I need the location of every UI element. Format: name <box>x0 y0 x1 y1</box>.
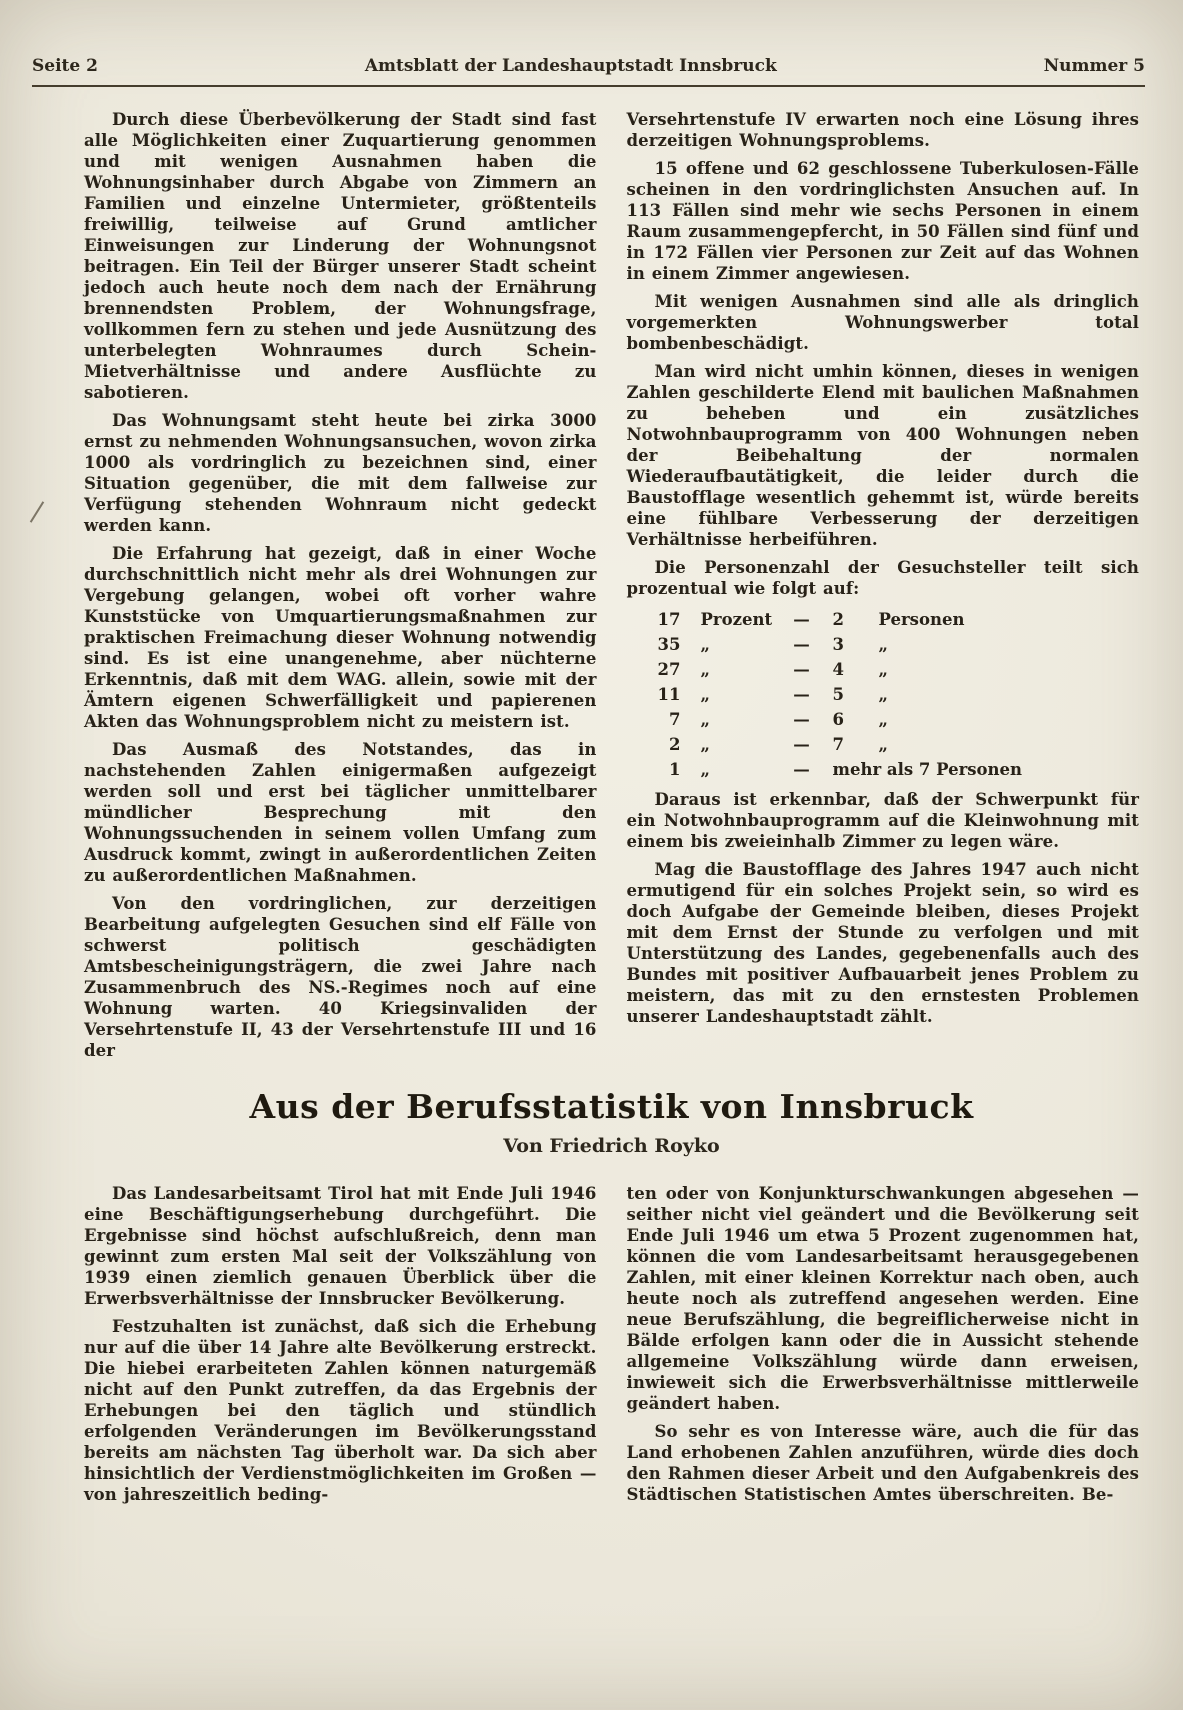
paragraph: Festzuhalten ist zunächst, daß sich die Erhebung nur auf die über 14 Jahre alte Bevölkerung erstreckt. Die hiebei erarbeiteten Zahlen können naturgemäß nicht auf den Punkt zutreffen, da das Ergebnis der Erhebungen bei den täglich und stündlich erfolgenden Veränderungen im Bevölkerungsstand bereits am nächsten Tag überholt war. Da sich aber hinsichtlich der Verdienstmöglichkeiten im Großen — von jahreszeitlich beding- <box>84 1317 597 1504</box>
percent-value: 2 <box>669 735 681 754</box>
person-count: 3 <box>832 635 844 654</box>
article-title: Aus der Berufsstatistik von Innsbruck <box>249 1087 974 1126</box>
paragraph: Mag die Baustofflage des Jahres 1947 auch nicht ermutigend für ein solches Projekt sein, so wird es doch Aufgabe der Gemeinde bleiben, dieses Projekt mit dem Ernst der Stunde zu verfolgen und mit Unterstützung des Landes, gegebenenfalls auch des Bundes mit positiver Aufbauarbeit jenes Problem zu meistern, das mit zu den ernstesten Problemen unserer Landeshauptstadt zählt. <box>626 860 1139 1026</box>
percent-value: 11 <box>657 685 681 704</box>
percent-value: 35 <box>657 635 681 654</box>
person-unit: „ <box>878 635 888 654</box>
person-count: 5 <box>832 685 844 704</box>
person-unit: „ <box>878 735 888 754</box>
page-header <box>32 56 1145 76</box>
percent-unit: „ <box>700 710 710 729</box>
paragraph-continuation: ten oder von Konjunkturschwankungen abgesehen — seither nicht viel geändert und die Bevölkerung seit Ende Juli 1946 um etwa 5 Prozent zugenommen hat, können die vom Landesarbeitsamt herausgegebenen Zahlen, mit einer kleinen Korrektur nach oben, auch heute noch als zutreffend angesehen werden. Eine neue Berufszählung, die begreiflicherweise nicht in Bälde erfolgen kann oder die in Aussicht stehende allgemeine Volkszählung würde dann erweisen, inwieweit sich die Erwerbsverhältnisse mittlerweile geändert haben. <box>626 1184 1139 1413</box>
dash: — <box>793 635 810 654</box>
article-housing-right-column <box>627 109 1140 1061</box>
percent-unit: „ <box>700 635 710 654</box>
article-statistics-left-column <box>84 1183 597 1505</box>
person-count: 2 <box>832 610 844 629</box>
issue-number-label: Nummer 5 <box>1043 56 1145 76</box>
dash: — <box>793 710 810 729</box>
person-unit: „ <box>878 710 888 729</box>
paragraph-continuation: Versehrtenstufe IV erwarten noch eine Lösung ihres derzeitigen Wohnungsproblems. <box>626 110 1139 150</box>
page-number-label: Seite 2 <box>32 56 98 76</box>
percent-value: 1 <box>669 760 681 779</box>
dash: — <box>793 760 810 779</box>
paragraph: Das Ausmaß des Notstandes, das in nachstehenden Zahlen einigermaßen aufgezeigt werden soll und erst bei täglicher unmittelbarer mündlicher Besprechung mit den Wohnungssuchenden in seinem vollen Umfang zum Ausdruck kommt, zwingt in außerordentlichen Zeiten zu außerordentlichen Maßnahmen. <box>84 740 597 885</box>
percent-unit: Prozent <box>700 610 773 629</box>
scan-artifact-mark <box>30 501 44 522</box>
person-unit: „ <box>878 685 888 704</box>
percent-unit: „ <box>700 760 710 779</box>
person-count: 4 <box>832 660 844 679</box>
percent-unit: „ <box>700 735 710 754</box>
paragraph: Man wird nicht umhin können, dieses in wenigen Zahlen geschilderte Elend mit baulichen Maßnahmen zu beheben und ein zusätzliches Notwohnbauprogramm von 400 Wohnungen neben der Beibehaltung der normalen Wiederaufbautätigkeit, die leider durch die Baustofflage wesentlich gehemmt ist, würde bereits eine fühlbare Verbesserung der derzeitigen Verhältnisse herbeiführen. <box>626 362 1139 549</box>
paragraph: Daraus ist erkennbar, daß der Schwerpunkt für ein Notwohnbauprogramm auf die Kleinwohnung mit einem bis zweieinhalb Zimmer zu legen wäre. <box>626 790 1139 851</box>
dash: — <box>793 610 810 629</box>
paragraph: Mit wenigen Ausnahmen sind alle als dringlich vorgemerkten Wohnungswerber total bombenbeschädigt. <box>626 292 1139 353</box>
dash: — <box>793 660 810 679</box>
person-count: 6 <box>832 710 844 729</box>
person-count: 7 <box>832 735 844 754</box>
publication-title: Amtsblatt der Landeshauptstadt Innsbruck <box>364 56 777 76</box>
person-unit: Personen <box>878 610 965 629</box>
paragraph: So sehr es von Interesse wäre, auch die für das Land erhobenen Zahlen anzuführen, würde dies doch den Rahmen dieser Arbeit und den Aufgabenkreis des Städtischen Statistischen Amtes überschreiten. Be- <box>626 1422 1139 1504</box>
person-unit: „ <box>878 660 888 679</box>
article-housing-shortage <box>84 109 1139 1061</box>
paragraph: Das Wohnungsamt steht heute bei zirka 3000 ernst zu nehmenden Wohnungsansuchen, wovon zirka 1000 als vordringlich zu bezeichnen sind, einer Situation gegenüber, die mit dem fallweise zur Verfügung stehenden Wohnraum nicht gedeckt werden kann. <box>84 411 597 535</box>
dash: — <box>793 735 810 754</box>
person-unit <box>871 757 1140 782</box>
percent-value: 7 <box>669 710 681 729</box>
article-statistics-right-column <box>627 1183 1140 1505</box>
persons-per-percent-table <box>627 607 1140 782</box>
paragraph: Das Landesarbeitsamt Tirol hat mit Ende Juli 1946 eine Beschäftigungserhebung durchgeführt. Die Ergebnisse sind höchst aufschlußreich, denn man gewinnt zum ersten Mal seit der Volkszählung von 1939 einen ziemlich genauen Überblick über die Erwerbsverhältnisse der Innsbrucker Bevölkerung. <box>84 1184 597 1308</box>
paragraph: Die Erfahrung hat gezeigt, daß in einer Woche durchschnittlich nicht mehr als drei Wohnungen zur Vergebung gelangen, wobei oft vorher wahre Kunststücke von Umquartierungsmaßnahmen zur praktischen Freimachung dieser Wohnung notwendig sind. Es ist eine unangenehme, aber nüchterne Erkenntnis, daß mit dem WAG. allein, sowie mit der Ämtern eigenen Schwerfälligkeit und papierenen Akten das Wohnungsproblem nicht zu meistern ist. <box>84 544 597 731</box>
percent-unit: „ <box>700 685 710 704</box>
paragraph: Durch diese Überbevölkerung der Stadt sind fast alle Möglichkeiten einer Zuquartierung genommen und mit wenigen Ausnahmen haben die Wohnungsinhaber durch Abgabe von Zimmern an Familien und einzelne Untermieter, größtenteils freiwillig, teilweise auf Grund amtlicher Einweisungen zur Linderung der Wohnungsnot beitragen. Ein Teil der Bürger unserer Stadt scheint jedoch auch heute noch dem nach der Ernährung brennendsten Problem, der Wohnungsfrage, vollkommen fern zu stehen und jede Ausnützung des unterbelegten Wohnraumes durch Schein-Mietverhältnisse und andere Ausflüchte zu sabotieren. <box>84 110 597 402</box>
percent-unit: „ <box>700 660 710 679</box>
paragraph: Von den vordringlichen, zur derzeitigen Bearbeitung aufgelegten Gesuchen sind elf Fälle von schwerst politisch geschädigten Amtsbescheinigungsträgern, die zwei Jahre nach Zusammenbruch des NS.-Regimes noch auf eine Wohnung warten. 40 Kriegsinvaliden der Versehrtenstufe II, 43 der Versehrtenstufe III und 16 der <box>84 894 597 1060</box>
dash: — <box>793 685 810 704</box>
percent-value: 27 <box>657 660 681 679</box>
article-byline: Von Friedrich Royko <box>503 1135 720 1157</box>
percent-value: 17 <box>657 610 681 629</box>
article-berufsstatistik <box>84 1087 1139 1505</box>
person-count: mehr als 7 Personen <box>832 760 1023 779</box>
paragraph: 15 offene und 62 geschlossene Tuberkulosen-Fälle scheinen in den vordringlichsten Ansuchen auf. In 113 Fällen sind mehr wie sechs Personen in einem Raum zusammengepfercht, in 50 Fällen sind fünf und in 172 Fällen vier Personen zur Zeit auf das Wohnen in einem Zimmer angewiesen. <box>626 159 1139 283</box>
article-housing-left-column <box>84 109 597 1061</box>
paragraph: Die Personenzahl der Gesuchsteller teilt sich prozentual wie folgt auf: <box>626 558 1139 598</box>
header-rule <box>32 85 1145 87</box>
